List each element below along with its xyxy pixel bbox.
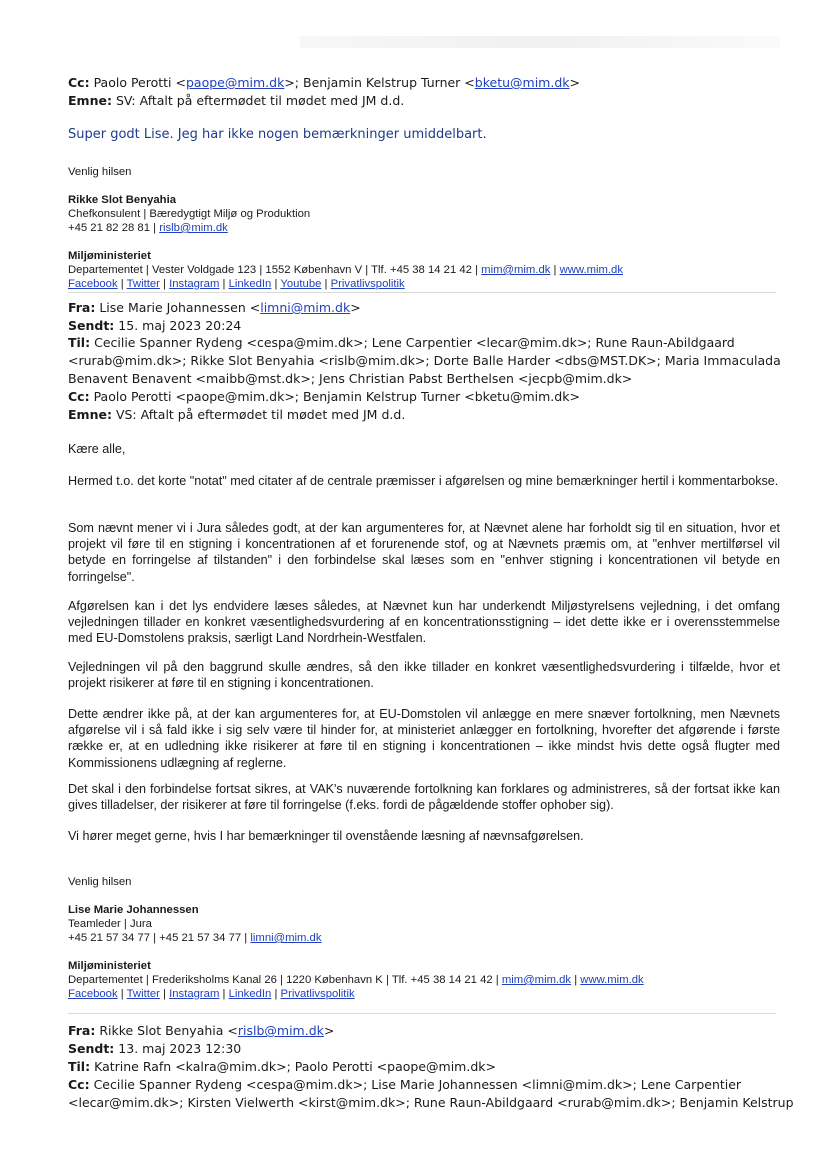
- email-link[interactable]: paope@mim.dk: [185, 75, 285, 90]
- paragraph-2: Som nævnt mener vi i Jura således godt, at der kan argumenteres for, at Nævnet alene har forholdt sig til en situation, hvor et projekt vil føre til en stigning i koncentrationen af et forurenende stof, og at Nævnets præmis om, at "enhver mertilførsel vil betyde en forringelse af tilstanden" i den forbindelse skal læses som en "enhver stigning i koncentrationen vil betyde en forringelse".: [68, 521, 780, 584]
- email3-cc-line: Cc: Cecilie Spanner Rydeng <cespa@mim.dk>; Lise Marie Johannessen <limni@mim.dk>; Lene Carpentier: [68, 1077, 742, 1092]
- paragraph-3: Afgørelsen kan i det lys endvidere læses således, at Nævnet kun har underkendt Miljøstyrelsens vejledning, i det omfang vejledningen tillader en konkret væsentlighedsvurdering af en koncentrationsstigning – idet dette ikke er i overensstemmelse med EU-Domstolens praksis, særligt Land Nordrhein-Westfalen.: [68, 599, 780, 646]
- signature-name: Lise Marie Johannessen: [68, 904, 199, 916]
- twitter-link[interactable]: Twitter: [126, 988, 160, 1000]
- email-link[interactable]: limni@mim.dk: [250, 932, 322, 944]
- paragraph-5: Dette ændrer ikke på, at der kan argumenteres for, at EU-Domstolen vil anlægge en mere snæver fortolkning, men Nævnets afgørelse vil i så fald ikke i sig selv være til hinder for, at ministeriet anlægger en fortolkning, hvorefter det afgørende i første række er, at en udledning ikke risikerer at føre til en stigning i koncentrationen – ikke mindst hvis dette også flugter med Kommissionens udlægning af reglerne.: [68, 707, 780, 770]
- sent-date: 15. maj 2023 20:24: [118, 318, 242, 333]
- email-link[interactable]: rislb@mim.dk: [159, 222, 228, 234]
- salutation: Kære alle,: [68, 442, 126, 456]
- privacy-link[interactable]: Privatlivspolitik: [330, 278, 405, 290]
- instagram-link[interactable]: Instagram: [169, 278, 220, 290]
- org-address: Departementet | Vester Voldgade 123 | 1552 København V | Tlf. +45 38 14 21 42 | mim@mim.dk | www.mim.dk: [68, 264, 623, 276]
- linkedin-link[interactable]: LinkedIn: [228, 278, 272, 290]
- email-link[interactable]: bketu@mim.dk: [474, 75, 570, 90]
- email-link[interactable]: mim@mim.dk: [481, 264, 551, 276]
- website-link[interactable]: www.mim.dk: [559, 264, 623, 276]
- signature-title: Teamleder | Jura: [68, 918, 152, 930]
- linkedin-link[interactable]: LinkedIn: [228, 988, 272, 1000]
- divider: [68, 1013, 776, 1014]
- email-link[interactable]: rislb@mim.dk: [237, 1023, 324, 1038]
- email2-to-line-2: <rurab@mim.dk>; Rikke Slot Benyahia <rislb@mim.dk>; Dorte Balle Harder <dbs@MST.DK>; Maria Immaculada: [68, 353, 781, 368]
- signature-name: Rikke Slot Benyahia: [68, 194, 176, 206]
- sign-off: Venlig hilsen: [68, 876, 132, 888]
- email2-cc-line: Cc: Paolo Perotti <paope@mim.dk>; Benjamin Kelstrup Turner <bketu@mim.dk>: [68, 389, 580, 404]
- paragraph-1: Hermed t.o. det korte "notat" med citater af de centrale præmisser i afgørelsen og mine bemærkninger hertil i kommentarbokse.: [68, 474, 779, 488]
- email-subject: VS: Aftalt på eftermødet til mødet med JM d.d.: [115, 407, 406, 422]
- instagram-link[interactable]: Instagram: [169, 988, 220, 1000]
- twitter-link[interactable]: Twitter: [126, 278, 160, 290]
- signature-contact: +45 21 57 34 77 | +45 21 57 34 77 | limni@mim.dk: [68, 932, 322, 944]
- scan-artifact: [300, 36, 780, 48]
- email2-to-line: Til: Cecilie Spanner Rydeng <cespa@mim.dk>; Lene Carpentier <lecar@mim.dk>; Rune Raun-Abildgaard: [68, 335, 735, 350]
- email3-sent-line: Sendt: 13. maj 2023 12:30: [68, 1041, 242, 1056]
- email-link[interactable]: mim@mim.dk: [501, 974, 572, 986]
- sent-date: 13. maj 2023 12:30: [118, 1041, 242, 1056]
- org-address: Departementet | Frederiksholms Kanal 26 | 1220 København K | Tlf. +45 38 14 21 42 | mim@mim.dk | www.mim.dk: [68, 974, 644, 986]
- youtube-link[interactable]: Youtube: [280, 278, 322, 290]
- signature-contact: +45 21 82 28 81 | rislb@mim.dk: [68, 222, 228, 234]
- website-link[interactable]: www.mim.dk: [580, 974, 644, 986]
- email-link[interactable]: limni@mim.dk: [260, 300, 351, 315]
- email-subject: SV: Aftalt på eftermødet til mødet med JM d.d.: [115, 93, 405, 108]
- email3-to-line: Til: Katrine Rafn <kalra@mim.dk>; Paolo Perotti <paope@mim.dk>: [68, 1059, 496, 1074]
- paragraph-7: Vi hører meget gerne, hvis I har bemærkninger til ovenstående læsning af nævnsafgørelsen.: [68, 829, 584, 843]
- paragraph-4: Vejledningen vil på den baggrund skulle ændres, så den ikke tillader en konkret væsentlighedsvurdering i tilfælde, hvor et projekt risikerer at føre til en stigning i koncentrationen.: [68, 660, 780, 691]
- org-name: Miljøministeriet: [68, 250, 151, 262]
- email2-from-line: Fra: Lise Marie Johannessen <limni@mim.dk>: [68, 300, 361, 315]
- email2-sent-line: Sendt: 15. maj 2023 20:24: [68, 318, 242, 333]
- email3-cc-line-2: <lecar@mim.dk>; Kirsten Vielwerth <kirst@mim.dk>; Rune Raun-Abildgaard <rurab@mim.dk>; Benjamin Kelstrup: [68, 1095, 794, 1110]
- email1-cc-line: Cc: Paolo Perotti <paope@mim.dk>; Benjamin Kelstrup Turner <bketu@mim.dk>: [68, 75, 580, 90]
- reply-text: Super godt Lise. Jeg har ikke nogen bemærkninger umiddelbart.: [68, 127, 487, 142]
- cc-label: Cc:: [68, 75, 90, 90]
- email1-subject-line: Emne: SV: Aftalt på eftermødet til mødet med JM d.d.: [68, 93, 405, 108]
- facebook-link[interactable]: Facebook: [68, 278, 118, 290]
- signature-title: Chefkonsulent | Bæredygtigt Miljø og Produktion: [68, 208, 311, 220]
- social-links: Facebook | Twitter | Instagram | LinkedIn | Privatlivspolitik: [68, 988, 355, 1000]
- facebook-link[interactable]: Facebook: [68, 988, 118, 1000]
- email3-from-line: Fra: Rikke Slot Benyahia <rislb@mim.dk>: [68, 1023, 335, 1038]
- sign-off: Venlig hilsen: [68, 166, 132, 178]
- privacy-link[interactable]: Privatlivspolitik: [280, 988, 355, 1000]
- social-links: Facebook | Twitter | Instagram | LinkedIn | Youtube | Privatlivspolitik: [68, 278, 405, 290]
- org-name: Miljøministeriet: [68, 960, 151, 972]
- email2-subject-line: Emne: VS: Aftalt på eftermødet til mødet med JM d.d.: [68, 407, 406, 422]
- divider: [68, 292, 776, 293]
- paragraph-6: Det skal i den forbindelse fortsat sikres, at VAK's nuværende fortolkning kan forklares og administreres, så der fortsat ikke kan gives tilladelser, der risikerer at føre til forringelse (f.eks. fordi de pågældende stoffer ophober sig).: [68, 782, 780, 813]
- email2-to-line-3: Benavent Benavent <maibb@mst.dk>; Jens Christian Pabst Berthelsen <jecpb@mim.dk>: [68, 371, 633, 386]
